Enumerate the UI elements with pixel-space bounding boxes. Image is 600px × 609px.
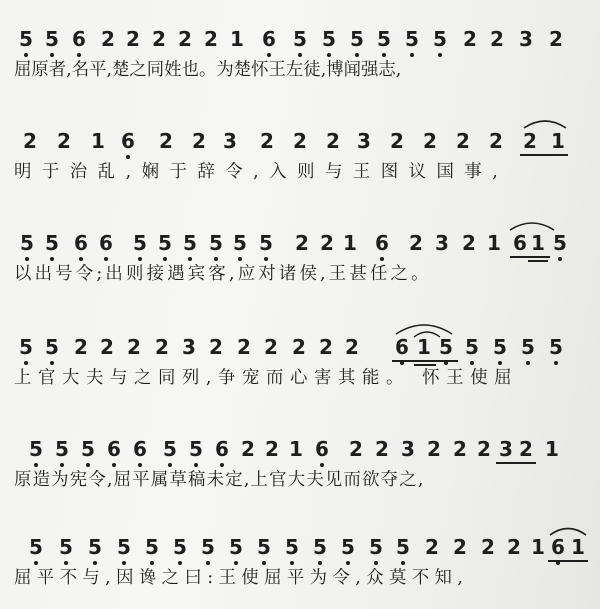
low-octave-dot [126, 155, 130, 159]
note: 2 [127, 335, 141, 359]
lyrics-line: 以出号令;出则接遇宾客,应对诸侯,王甚任之。 [14, 264, 432, 284]
slur-mark [412, 328, 442, 338]
note: 5 [430, 28, 450, 50]
low-octave-dot [25, 257, 29, 261]
low-octave-dot [79, 257, 83, 261]
low-octave-dot [34, 561, 38, 565]
low-octave-dot [264, 257, 268, 261]
note: 1 [417, 335, 431, 359]
note: 6 [118, 130, 138, 152]
low-octave-dot [346, 561, 350, 565]
low-octave-dot [298, 53, 302, 57]
underline-mark [520, 154, 568, 156]
slur-mark [548, 524, 588, 536]
low-octave-dot [194, 463, 198, 467]
stanza-1 [0, 22, 600, 92]
low-octave-dot [438, 53, 442, 57]
note: 2 [159, 129, 173, 153]
note: 2 [192, 129, 206, 153]
note: 2 [101, 27, 115, 51]
note: 5 [180, 232, 200, 254]
note: 5 [26, 438, 46, 460]
note: 3 [401, 437, 415, 461]
note: 2 [74, 335, 88, 359]
note: 2 [320, 231, 334, 255]
note: 2 [490, 27, 504, 51]
note: 2 [265, 437, 279, 461]
note: 3 [357, 129, 371, 153]
low-octave-dot [206, 561, 210, 565]
note: 6 [312, 438, 332, 460]
low-octave-dot [178, 561, 182, 565]
lyrics-line: 上官大夫与之同列,争宠而心害其能。 怀王使屈 [14, 368, 519, 388]
note: 6 [392, 336, 412, 358]
underline-mark [510, 256, 550, 258]
note: 2 [481, 535, 495, 559]
note: 2 [453, 535, 467, 559]
note: 5 [26, 536, 46, 558]
notation-line [0, 226, 600, 262]
low-octave-dot [290, 561, 294, 565]
note: 5 [186, 438, 206, 460]
note: 3 [182, 335, 196, 359]
note: 2 [209, 335, 223, 359]
note: 2 [204, 27, 218, 51]
low-octave-dot [24, 361, 28, 365]
note: 6 [259, 28, 279, 50]
low-octave-dot [138, 257, 142, 261]
note: 5 [254, 536, 274, 558]
low-octave-dot [498, 361, 502, 365]
note: 5 [160, 438, 180, 460]
note: 6 [513, 231, 527, 255]
note: 2 [345, 335, 359, 359]
notation-line [0, 432, 600, 468]
note: 5 [16, 336, 36, 358]
note: 2 [326, 129, 340, 153]
note: 3 [499, 437, 513, 461]
low-octave-dot [318, 561, 322, 565]
notation-line [0, 22, 600, 58]
stanza-2 [0, 124, 600, 194]
note: 5 [42, 28, 62, 50]
note: 5 [546, 336, 566, 358]
note: 2 [293, 129, 307, 153]
note: 6 [69, 28, 89, 50]
note: 5 [17, 232, 37, 254]
note: 5 [393, 536, 413, 558]
note: 2 [409, 231, 423, 255]
note: 5 [310, 536, 330, 558]
low-octave-dot [380, 257, 384, 261]
low-octave-dot [24, 53, 28, 57]
note: 5 [402, 28, 422, 50]
note: 6 [96, 232, 116, 254]
note: 1 [571, 535, 585, 559]
low-octave-dot [104, 257, 108, 261]
low-octave-dot [86, 463, 90, 467]
low-octave-dot [60, 463, 64, 467]
note: 2 [456, 129, 470, 153]
low-octave-dot [470, 361, 474, 365]
note: 2 [57, 129, 71, 153]
note: 5 [230, 232, 250, 254]
note: 1 [531, 231, 545, 255]
note: 5 [56, 536, 76, 558]
low-octave-dot [410, 53, 414, 57]
low-octave-dot [220, 463, 224, 467]
note: 5 [114, 536, 134, 558]
low-octave-dot [401, 561, 405, 565]
low-octave-dot [267, 53, 271, 57]
note: 2 [178, 27, 192, 51]
note: 3 [223, 129, 237, 153]
note: 5 [206, 232, 226, 254]
note: 2 [155, 335, 169, 359]
stanza-3 [0, 226, 600, 296]
note: 5 [366, 536, 386, 558]
stanza-6 [0, 530, 600, 600]
low-octave-dot [34, 463, 38, 467]
note: 5 [462, 336, 482, 358]
note: 6 [548, 536, 568, 558]
low-octave-dot [526, 361, 530, 365]
low-octave-dot [50, 53, 54, 57]
note: 5 [550, 232, 570, 254]
note: 5 [319, 28, 339, 50]
note: 2 [319, 335, 333, 359]
note: 2 [349, 437, 363, 461]
note: 2 [264, 335, 278, 359]
low-octave-dot [320, 463, 324, 467]
low-octave-dot [163, 257, 167, 261]
lyrics-line: 屈平不与,因谗之曰:王使屈平为令,众莫不知, [14, 568, 469, 588]
note: 5 [78, 438, 98, 460]
note: 5 [256, 232, 276, 254]
note: 2 [507, 535, 521, 559]
note: 3 [435, 231, 449, 255]
low-octave-dot [93, 561, 97, 565]
note: 5 [347, 28, 367, 50]
note: 1 [531, 535, 545, 559]
note: 2 [152, 27, 166, 51]
note: 5 [338, 536, 358, 558]
lyrics-line: 明于治乱,娴于辞令,入则与王图议国事, [14, 162, 509, 182]
note: 6 [372, 232, 392, 254]
note: 6 [104, 438, 124, 460]
note: 2 [23, 129, 37, 153]
note: 2 [477, 437, 491, 461]
note: 5 [282, 536, 302, 558]
slur-mark [522, 116, 568, 130]
note: 5 [42, 336, 62, 358]
note: 1 [551, 129, 565, 153]
low-octave-dot [112, 463, 116, 467]
note: 2 [237, 335, 251, 359]
note: 3 [519, 27, 533, 51]
slur-mark [508, 218, 556, 232]
underline-mark [392, 360, 458, 362]
note: 5 [85, 536, 105, 558]
note: 1 [343, 231, 357, 255]
low-octave-dot [168, 463, 172, 467]
notation-line [0, 330, 600, 366]
low-octave-dot [238, 257, 242, 261]
note: 5 [170, 536, 190, 558]
note: 1 [289, 437, 303, 461]
note: 2 [425, 535, 439, 559]
note: 5 [142, 536, 162, 558]
note: 2 [375, 437, 389, 461]
low-octave-dot [138, 463, 142, 467]
low-octave-dot [382, 53, 386, 57]
note: 1 [545, 437, 559, 461]
note: 5 [16, 28, 36, 50]
note: 5 [42, 232, 62, 254]
note: 2 [260, 129, 274, 153]
note: 6 [212, 438, 232, 460]
note: 5 [130, 232, 150, 254]
low-octave-dot [150, 561, 154, 565]
underline-mark [496, 462, 536, 464]
note: 2 [462, 231, 476, 255]
note: 2 [241, 437, 255, 461]
low-octave-dot [77, 53, 81, 57]
stanza-4 [0, 330, 600, 400]
low-octave-dot [64, 561, 68, 565]
low-octave-dot [214, 257, 218, 261]
notation-line [0, 124, 600, 160]
note: 5 [226, 536, 246, 558]
note: 2 [295, 231, 309, 255]
note: 1 [91, 129, 105, 153]
note: 1 [487, 231, 501, 255]
note: 2 [549, 27, 563, 51]
note: 2 [523, 129, 537, 153]
note: 5 [518, 336, 538, 358]
note: 2 [453, 437, 467, 461]
note: 5 [198, 536, 218, 558]
low-octave-dot [355, 53, 359, 57]
note: 6 [71, 232, 91, 254]
note: 2 [463, 27, 477, 51]
low-octave-dot [327, 53, 331, 57]
note: 2 [100, 335, 114, 359]
low-octave-dot [262, 561, 266, 565]
low-octave-dot [50, 361, 54, 365]
notation-line [0, 530, 600, 566]
note: 2 [292, 335, 306, 359]
note: 5 [155, 232, 175, 254]
underline-mark [548, 560, 588, 562]
note: 5 [374, 28, 394, 50]
note: 2 [519, 437, 533, 461]
note: 5 [436, 336, 456, 358]
low-octave-dot [50, 257, 54, 261]
low-octave-dot [122, 561, 126, 565]
low-octave-dot [374, 561, 378, 565]
lyrics-line: 原造为宪令,屈平属草稿未定,上官大夫见而欲夺之, [14, 470, 425, 490]
low-octave-dot [188, 257, 192, 261]
note: 5 [52, 438, 72, 460]
note: 2 [126, 27, 140, 51]
note: 2 [390, 129, 404, 153]
note: 6 [130, 438, 150, 460]
note: 2 [489, 129, 503, 153]
note: 5 [290, 28, 310, 50]
note: 2 [423, 129, 437, 153]
low-octave-dot [234, 561, 238, 565]
stanza-5 [0, 432, 600, 502]
note: 1 [230, 27, 244, 51]
note: 5 [490, 336, 510, 358]
low-octave-dot [558, 257, 562, 261]
note: 2 [427, 437, 441, 461]
lyrics-line: 屈原者,名平,楚之同姓也。为楚怀王左徒,博闻强志, [14, 60, 402, 80]
low-octave-dot [554, 361, 558, 365]
